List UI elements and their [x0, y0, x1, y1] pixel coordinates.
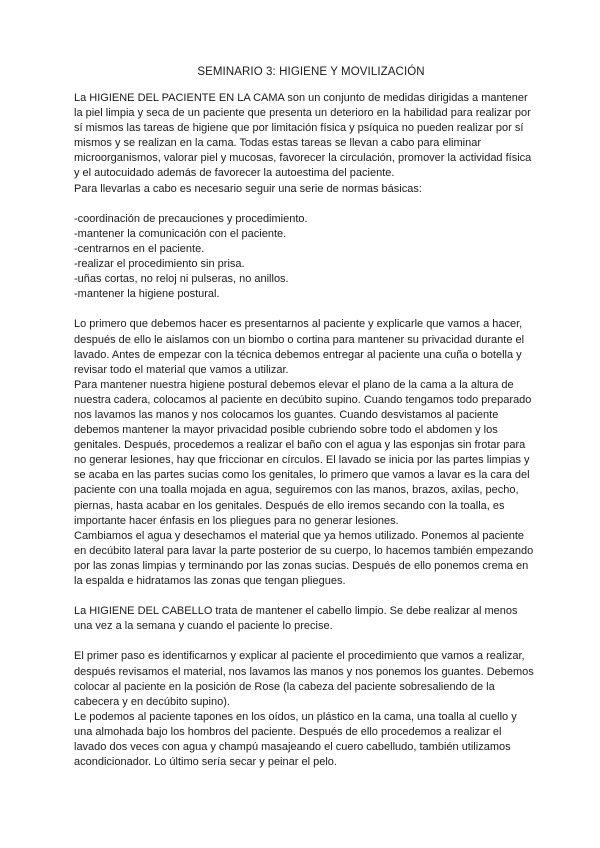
- posture-paragraph: Para mantener nuestra higiene postural debemos elevar el plano de la cama a la altura de nuestra cadera, colocamos al paciente en decúbito supino. Cuando tengamos todo preparado nos lavamos las manos y nos colocamos los guantes. Cuando desvistamos al paciente debemos mantener la mayor privacidad posible cubriendo sobre todo el abdomen y los genitales. Después, procedemos a realizar el baño con el agua y las esponjas sin frotar para no generar lesiones, hay que friccionar en círculos. El lavado se inicia por las partes limpias y se acaba en las partes sucias como los genitales, lo primero que vamos a lavar es la cara del paciente con una toalla mojada en agua, seguiremos con las manos, brazos, axilas, pecho, piernas, hasta acabar en los genitales. Después de ello iremos secando con la toalla, es importante hacer énfasis en los pliegues para no generar lesiones.: [74, 378, 532, 527]
- first-steps-paragraph: Lo primero que debemos hacer es presentarnos al paciente y explicarle que vamos a hacer, después de ello le aislamos con un biombo o cortina para mantener su privacidad durante el lavado. Antes de empezar con la técnica debemos entregar al paciente una cuña o botella y revisar todo el material que vamos a utilizar.: [74, 318, 525, 376]
- list-item: -coordinación de precauciones y procedimiento.: [74, 212, 308, 225]
- norms-list: [74, 212, 534, 303]
- hair-hygiene-paragraph: La HIGIENE DEL CABELLO trata de mantener el cabello limpio. Se debe realizar al menos una vez a la semana y cuando el paciente lo precise.: [74, 605, 518, 633]
- change-paragraph: Cambiamos el agua y desechamos el material que ya hemos utilizado. Ponemos al paciente en decúbito lateral para lavar la parte posterior de su cuerpo, lo hacemos también empezando por las zonas limpias y terminando por las zonas sucias. Después de ello ponemos crema en la espalda e hidratamos las zonas que tengan pliegues.: [74, 529, 534, 587]
- spacer: [74, 589, 534, 604]
- hair-first-steps-paragraph: El primer paso es identificarnos y explicar al paciente el procedimiento que vamos a realizar, después revisamos el material, nos lavamos las manos y nos ponemos los guantes. Debemos colocar al paciente en la posición de Rose (la cabeza del paciente sobresaliendo de la cabecera y en decúbito supino).: [74, 650, 534, 708]
- spacer: [74, 634, 534, 649]
- list-item: -centrarnos en el paciente.: [74, 242, 205, 255]
- spacer: [74, 197, 534, 212]
- list-item: -uñas cortas, no reloj ni pulseras, no anillos.: [74, 273, 289, 286]
- document-page: [74, 66, 534, 770]
- document-title: SEMINARIO 3: HIGIENE Y MOVILIZACIÓN: [197, 66, 425, 78]
- list-item: -realizar el procedimiento sin prisa.: [74, 258, 245, 271]
- spacer: [74, 302, 534, 317]
- norms-intro: Para llevarlas a cabo es necesario seguir una serie de normas básicas:: [74, 182, 422, 195]
- intro-paragraph: La HIGIENE DEL PACIENTE EN LA CAMA son un conjunto de medidas dirigidas a mantener la piel limpia y seca de un paciente que presenta un deterioro en la habilidad para realizar por sí mismos las tareas de higiene que por limitación física y psíquica no pueden realizar por sí mismos y se realizan en la cama. Todas estas tareas se llevan a cabo para eliminar microorganismos, valorar piel y mucosas, favorecer la circulación, promover la actividad física y el autocuidado además de favorecer la autoestima del paciente.: [74, 92, 532, 180]
- list-item: -mantener la higiene postural.: [74, 288, 220, 301]
- hair-procedure-paragraph: Le podemos al paciente tapones en los oídos, un plástico en la cama, una toalla al cuello y una almohada bajo los hombros del paciente. Después de ello procedemos a realizar el lavado dos veces con agua y champú masajeando el cuero cabelludo, también utilizamos acondicionador. Lo último sería secar y peinar el pelo.: [74, 710, 517, 769]
- list-item: -mantener la comunicación con el paciente.: [74, 227, 287, 240]
